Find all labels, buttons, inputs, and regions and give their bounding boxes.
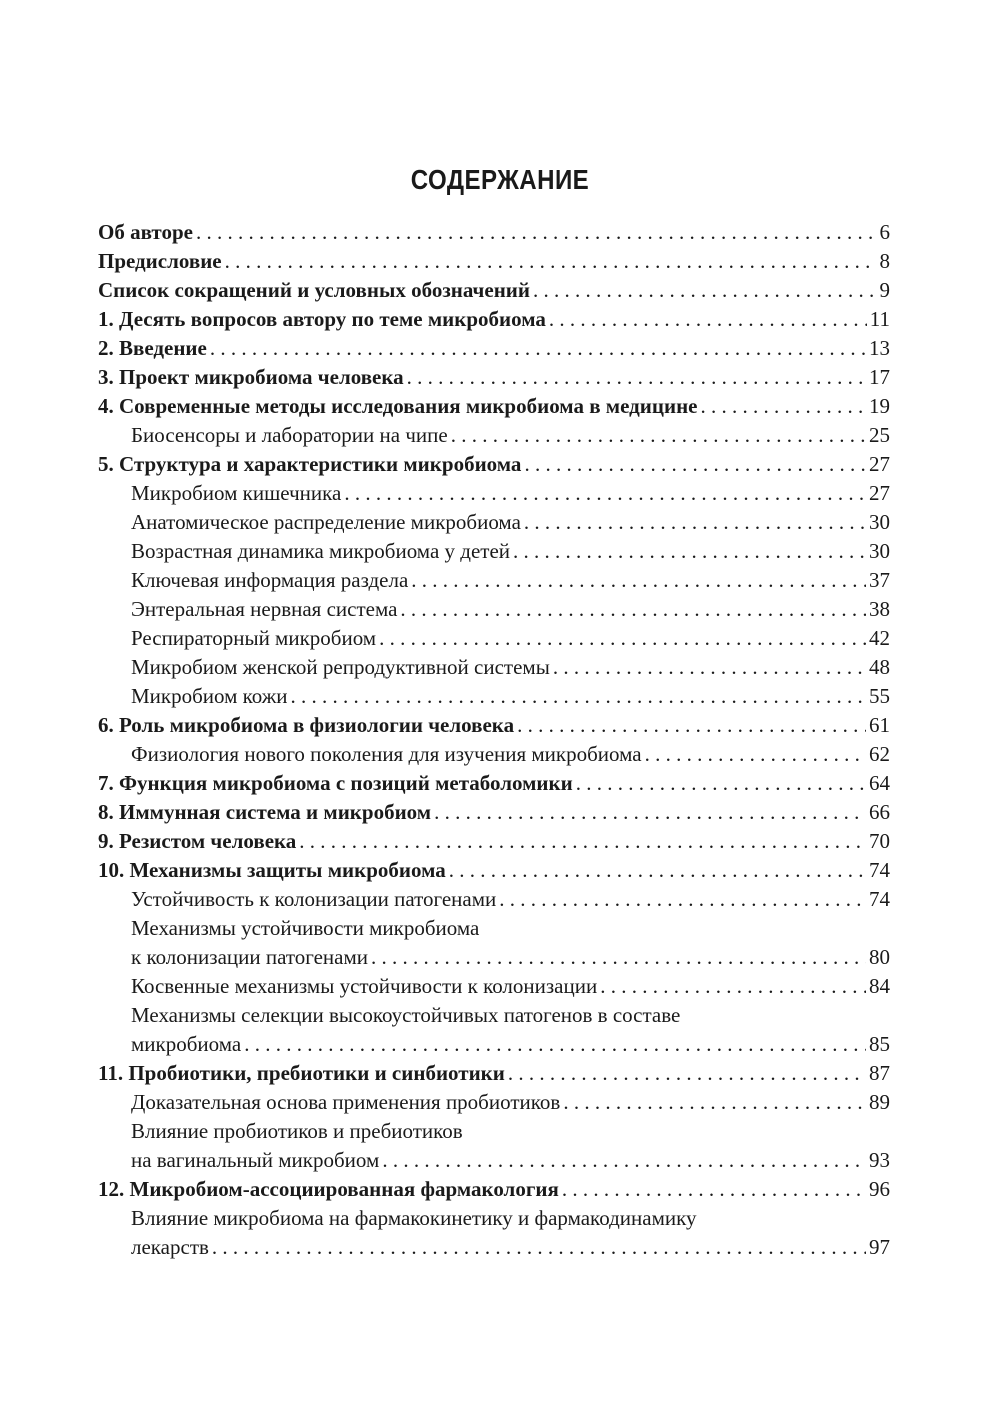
toc-entry-label: 5. Структура и характеристики микробиома	[98, 452, 522, 476]
toc-entry-label: к колонизации патогенами	[131, 945, 369, 969]
toc-page-number: 74	[869, 887, 890, 911]
dot-leader	[382, 1146, 866, 1175]
toc-subsection-entry[interactable]	[98, 537, 890, 566]
dot-leader	[451, 421, 866, 450]
dot-leader	[576, 769, 866, 798]
dot-leader	[563, 1088, 866, 1117]
toc-entry-label: на вагинальный микробиом	[131, 1148, 380, 1172]
dot-leader	[400, 595, 866, 624]
toc-entry-label: 12. Микробиом-ассоциированная фармакология	[98, 1177, 559, 1201]
toc-page-number: 19	[869, 394, 890, 418]
dot-leader	[411, 566, 866, 595]
dot-leader	[508, 1059, 866, 1088]
toc-entry-label: Микробиом кожи	[131, 684, 288, 708]
dot-leader	[371, 943, 866, 972]
toc-subsection-entry[interactable]	[98, 740, 890, 769]
toc-entry-first-line: Влияние пробиотиков и пребиотиков	[131, 1119, 463, 1143]
toc-chapter-entry[interactable]	[98, 334, 890, 363]
toc-entry-label: Физиология нового поколения для изучения микробиома	[131, 742, 642, 766]
dot-leader	[549, 305, 867, 334]
dot-leader	[299, 827, 866, 856]
toc-subsection-entry[interactable]	[98, 624, 890, 653]
toc-page-number: 17	[869, 365, 890, 389]
toc-page-number: 38	[869, 597, 890, 621]
dot-leader	[379, 624, 866, 653]
toc-chapter-entry[interactable]	[98, 1175, 890, 1204]
toc-chapter-entry[interactable]	[98, 798, 890, 827]
toc-entry-label: 3. Проект микробиома человека	[98, 365, 404, 389]
toc-entry-label: 9. Резистом человека	[98, 829, 297, 853]
toc-page-number: 30	[869, 510, 890, 534]
toc-page-number: 27	[869, 481, 890, 505]
toc-page-number: 42	[869, 626, 890, 650]
toc-chapter-entry[interactable]	[98, 856, 890, 885]
toc-subsection-entry[interactable]	[98, 653, 890, 682]
dot-leader	[344, 479, 866, 508]
toc-page-number: 89	[869, 1090, 890, 1114]
toc-chapter-entry[interactable]	[98, 769, 890, 798]
dot-leader	[517, 711, 866, 740]
dot-leader	[645, 740, 866, 769]
toc-page-number: 8	[879, 249, 890, 273]
toc-subsection-entry[interactable]	[98, 1088, 890, 1117]
dot-leader	[553, 653, 866, 682]
toc-subsection-entry[interactable]	[98, 1146, 890, 1175]
toc-page-number: 87	[869, 1061, 890, 1085]
toc-page-number: 9	[879, 278, 890, 302]
toc-entry-label: Список сокращений и условных обозначений	[98, 278, 530, 302]
table-of-contents	[98, 218, 890, 1262]
toc-entry-label: 4. Современные методы исследования микробиома в медицине	[98, 394, 698, 418]
toc-entry-label: Косвенные механизмы устойчивости к колонизации	[131, 974, 598, 998]
dot-leader	[513, 537, 866, 566]
toc-page-number: 37	[869, 568, 890, 592]
toc-chapter-entry[interactable]	[98, 218, 890, 247]
toc-chapter-entry[interactable]	[98, 450, 890, 479]
toc-entry-label: 11. Пробиотики, пребиотики и синбиотики	[98, 1061, 505, 1085]
toc-page-number: 55	[869, 684, 890, 708]
toc-page-number: 84	[869, 974, 890, 998]
toc-page-number: 48	[869, 655, 890, 679]
toc-page-number: 80	[869, 945, 890, 969]
toc-page-number: 85	[869, 1032, 890, 1056]
dot-leader	[701, 392, 867, 421]
toc-page-number: 61	[869, 713, 890, 737]
toc-entry-label: 8. Иммунная система и микробиом	[98, 800, 432, 824]
toc-entry-label: 6. Роль микробиома в физиологии человека	[98, 713, 515, 737]
dot-leader	[291, 682, 866, 711]
dot-leader	[244, 1030, 866, 1059]
dot-leader	[225, 247, 877, 276]
toc-page-number: 11	[869, 307, 890, 331]
dot-leader	[449, 856, 866, 885]
dot-leader	[212, 1233, 866, 1262]
dot-leader	[434, 798, 866, 827]
toc-page-number: 70	[869, 829, 890, 853]
toc-chapter-entry[interactable]	[98, 305, 890, 334]
toc-entry-label: лекарств	[131, 1235, 209, 1259]
toc-subsection-entry[interactable]	[98, 885, 890, 914]
toc-entry-label: Респираторный микробиом	[131, 626, 377, 650]
dot-leader	[499, 885, 866, 914]
toc-page-number: 66	[869, 800, 890, 824]
toc-chapter-entry[interactable]	[98, 392, 890, 421]
toc-subsection-entry[interactable]	[98, 682, 890, 711]
toc-entry-label: Об авторе	[98, 220, 193, 244]
toc-chapter-entry[interactable]	[98, 276, 890, 305]
dot-leader	[524, 508, 866, 537]
toc-page-number: 27	[869, 452, 890, 476]
toc-entry-label: 10. Механизмы защиты микробиома	[98, 858, 446, 882]
dot-leader	[533, 276, 877, 305]
toc-page-number: 93	[869, 1148, 890, 1172]
toc-page-number: 13	[869, 336, 890, 360]
toc-entry-label: 2. Введение	[98, 336, 207, 360]
toc-subsection-entry[interactable]	[98, 1233, 890, 1262]
toc-page-number: 30	[869, 539, 890, 563]
toc-entry-label: Предисловие	[98, 249, 222, 273]
toc-chapter-entry[interactable]	[98, 827, 890, 856]
toc-entry-label: Микробиом кишечника	[131, 481, 342, 505]
dot-leader	[196, 218, 877, 247]
toc-chapter-entry[interactable]	[98, 363, 890, 392]
toc-page-number: 25	[869, 423, 890, 447]
toc-page-number: 6	[879, 220, 890, 244]
toc-entry-label: 7. Функция микробиома с позиций метаболомики	[98, 771, 573, 795]
toc-entry-first-line: Влияние микробиома на фармакокинетику и фармакодинамику	[131, 1206, 697, 1230]
toc-subsection-entry[interactable]	[98, 421, 890, 450]
toc-entry-first-line: Механизмы устойчивости микробиома	[131, 916, 480, 940]
toc-page-number: 97	[869, 1235, 890, 1259]
dot-leader	[210, 334, 866, 363]
toc-chapter-entry[interactable]	[98, 247, 890, 276]
toc-entry-label: Доказательная основа применения пробиотиков	[131, 1090, 561, 1114]
toc-subsection-entry[interactable]	[98, 479, 890, 508]
dot-leader	[600, 972, 866, 1001]
toc-entry-label: микробиома	[131, 1032, 242, 1056]
toc-entry-label: Устойчивость к колонизации патогенами	[131, 887, 497, 911]
toc-entry-label: Возрастная динамика микробиома у детей	[131, 539, 511, 563]
toc-subsection-entry[interactable]	[98, 595, 890, 624]
toc-chapter-entry[interactable]	[98, 1059, 890, 1088]
toc-entry-label: 1. Десять вопросов автору по теме микробиома	[98, 307, 546, 331]
toc-entry-first-line: Механизмы селекции высокоустойчивых патогенов в составе	[131, 1003, 681, 1027]
toc-entry-label: Ключевая информация раздела	[131, 568, 409, 592]
dot-leader	[524, 450, 866, 479]
toc-chapter-entry[interactable]	[98, 711, 890, 740]
toc-page-number: 64	[869, 771, 890, 795]
toc-entry-label: Анатомическое распределение микробиома	[131, 510, 521, 534]
toc-entry-label: Микробиом женской репродуктивной системы	[131, 655, 550, 679]
toc-subsection-entry[interactable]	[98, 972, 890, 1001]
page-title: СОДЕРЖАНИЕ	[410, 164, 590, 195]
toc-subsection-entry[interactable]	[98, 566, 890, 595]
toc-page-number: 74	[869, 858, 890, 882]
toc-page-number: 62	[869, 742, 890, 766]
toc-entry-label: Энтеральная нервная система	[131, 597, 398, 621]
toc-subsection-entry[interactable]	[98, 508, 890, 537]
dot-leader	[407, 363, 866, 392]
toc-subsection-entry[interactable]	[98, 943, 890, 972]
toc-page-number: 96	[869, 1177, 890, 1201]
toc-subsection-entry[interactable]	[98, 1030, 890, 1059]
dot-leader	[562, 1175, 866, 1204]
toc-entry-label: Биосенсоры и лаборатории на чипе	[131, 423, 448, 447]
